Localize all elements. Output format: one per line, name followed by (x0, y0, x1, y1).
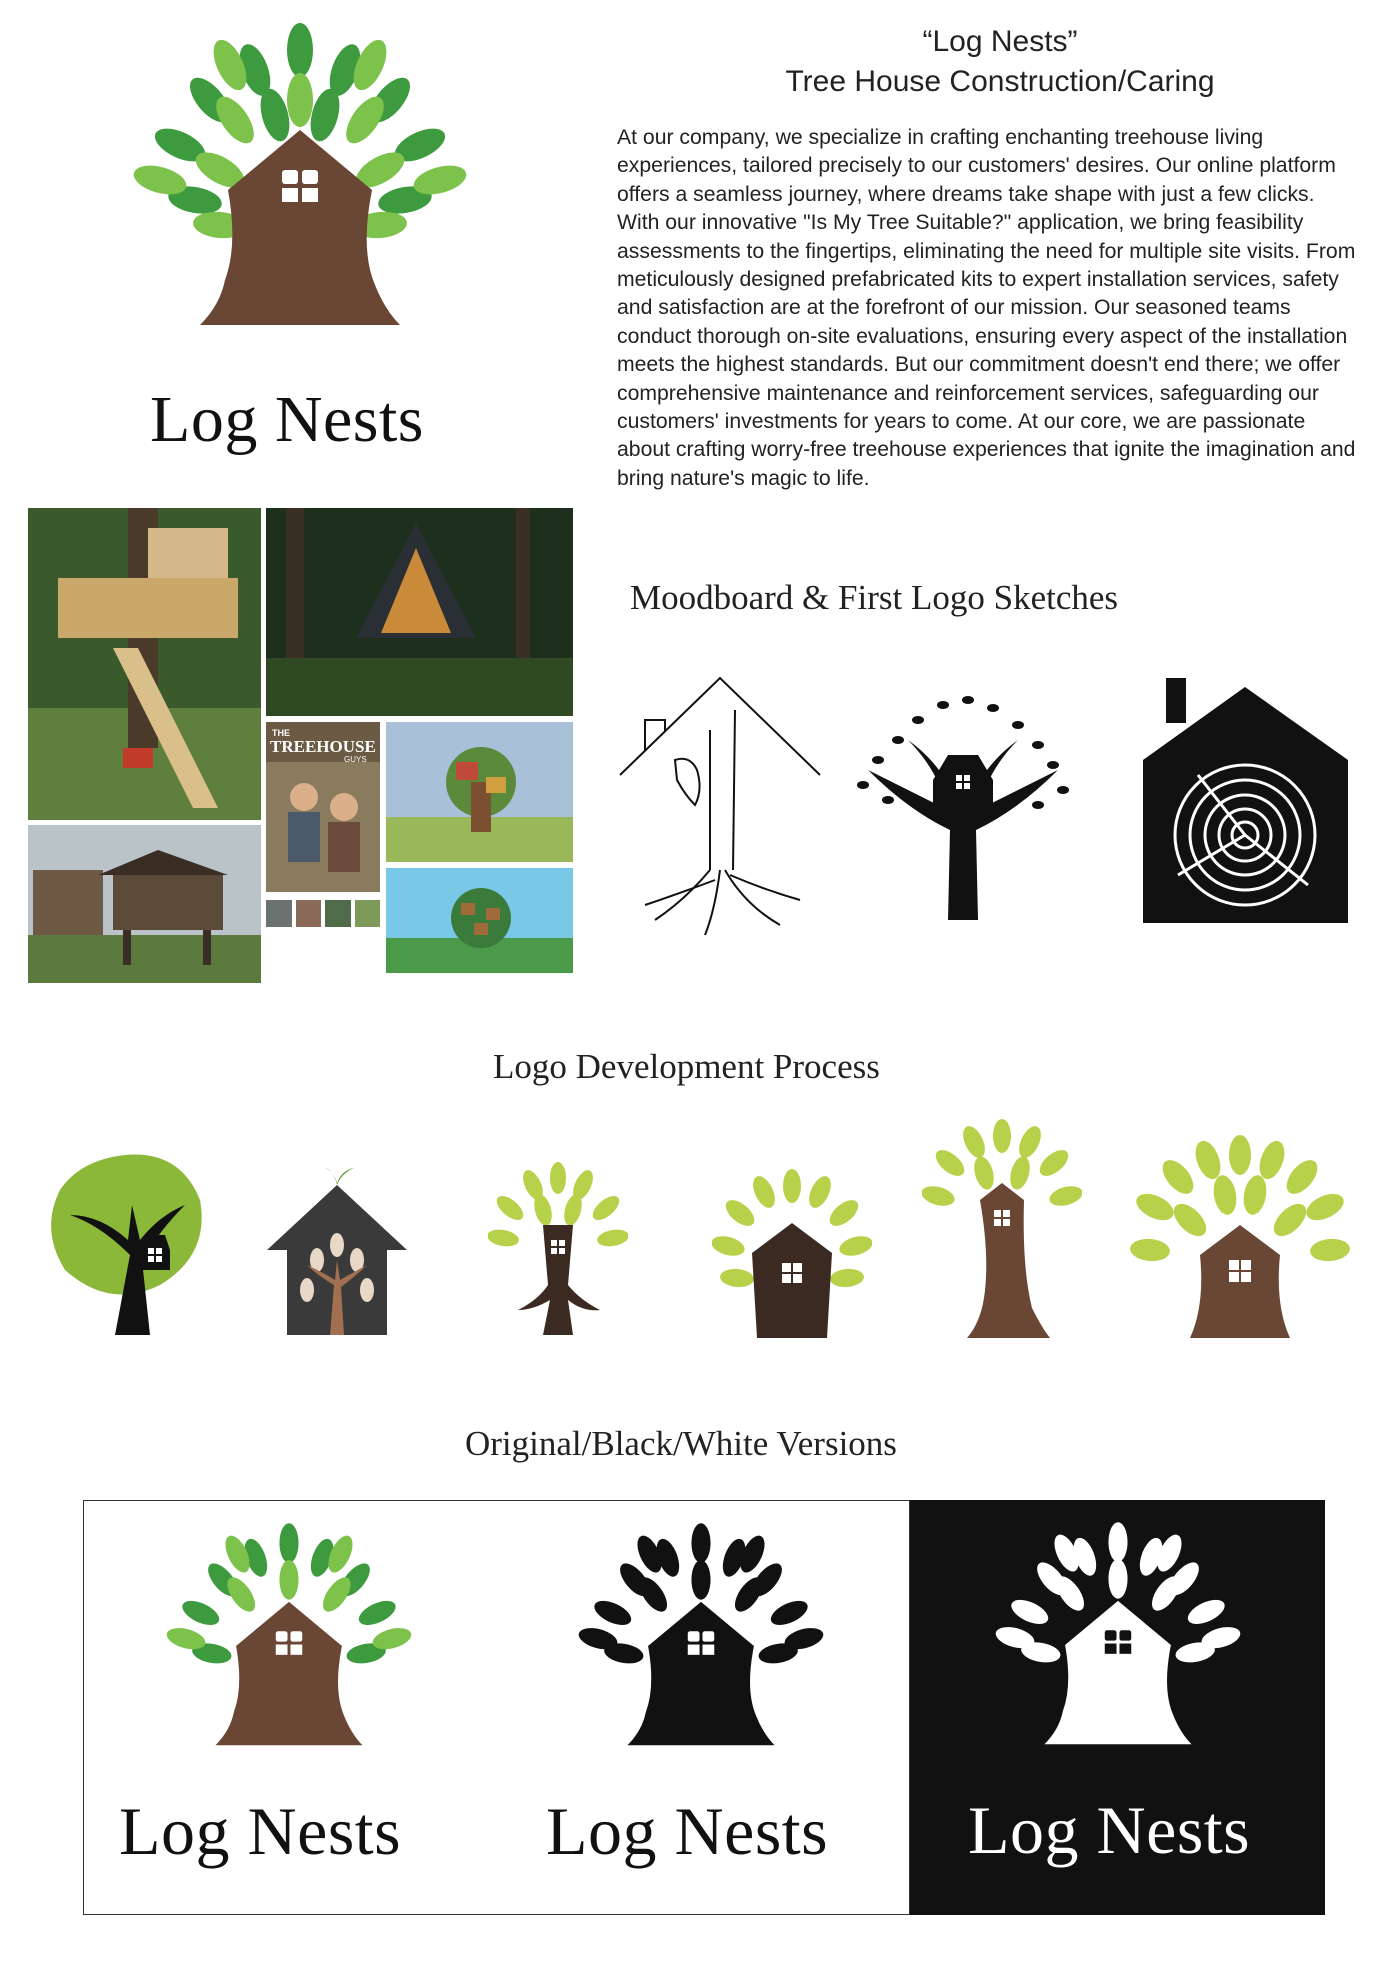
sketch-log-rings-house (1138, 675, 1353, 925)
moodboard-illustration-jungle-huts (386, 868, 573, 973)
tree-house-logo-white-icon (978, 1520, 1258, 1770)
light-green-tree-logo-icon (488, 1160, 628, 1340)
version-original (83, 1500, 498, 1915)
brand-name: Log Nests (150, 383, 424, 456)
sketch-black-tree-house (848, 680, 1078, 920)
color-palette (266, 900, 380, 927)
process-logo-4 (712, 1168, 872, 1340)
black-tree-house-sketch-icon (848, 680, 1078, 920)
log-rings-house-sketch-icon (1138, 675, 1353, 925)
moodboard-photo-treehouse-ladder (28, 508, 261, 820)
version-black-label: Log Nests (546, 1793, 829, 1869)
moodboard-poster-treehouse-guys (266, 722, 380, 892)
palette-swatch (325, 900, 351, 927)
swirl-tree-logo-icon (40, 1145, 210, 1340)
version-original-label: Log Nests (119, 1793, 402, 1869)
moodboard-photo-stilt-granary (28, 825, 261, 983)
tree-house-logo-black-icon (561, 1521, 841, 1771)
tall-trunk-tree-logo-icon (922, 1118, 1082, 1340)
quote-title: “Log Nests” (922, 25, 1078, 58)
version-white-label: Log Nests (968, 1792, 1251, 1868)
moodboard-photo-a-frame-cabin (266, 508, 573, 716)
moodboard-title: Moodboard & First Logo Sketches (630, 578, 1119, 617)
palette-swatch (355, 900, 381, 927)
sketch-woodpecker-house (615, 670, 825, 940)
process-logo-2 (262, 1165, 412, 1340)
process-logo-3 (488, 1160, 628, 1340)
company-description: At our company, we specialize in crafting enchanting treehouse living experiences, tailored precisely to our customers' desires. Our online platform offers a seamless journey, where dreams take shape with just a few clicks. With our innovative "Is My Tree Suitable?" application, we bring feasibility assessments to the fingertips, eliminating the need for multiple site visits. From meticulously designed prefabricated kits to expert installation services, safety and satisfaction are at the forefront of our mission. Our seasoned teams conduct thorough on-site evaluations, ensuring every aspect of the installation meets the highest standards. But our commitment doesn't end there; we offer comprehensive maintenance and reinforcement services, safeguarding our customers' investments for years to come. At our core, we are passionate about crafting worry-free treehouse experiences that ignite the imagination and bring nature's magic to life. (617, 126, 1356, 490)
tree-house-logo-original-icon (149, 1521, 429, 1771)
green-tree-house-logo-icon (712, 1168, 872, 1340)
subtitle: Tree House Construction/Caring (785, 65, 1215, 98)
poster-text-large: TREEHOUSE (270, 737, 376, 756)
process-logo-1 (40, 1145, 210, 1340)
process-logo-5 (922, 1118, 1082, 1340)
tree-house-logo-icon (110, 20, 490, 360)
process-title: Logo Development Process (493, 1047, 880, 1086)
moodboard-illustration-tree-village (386, 722, 573, 862)
poster-text-small: THE (272, 728, 290, 738)
version-white (910, 1500, 1325, 1915)
palette-swatch (296, 900, 322, 927)
versions-title: Original/Black/White Versions (465, 1424, 897, 1463)
process-logo-6 (1130, 1135, 1350, 1340)
version-black (496, 1500, 910, 1915)
main-logo (110, 20, 490, 360)
palette-swatch (266, 900, 292, 927)
poster-text-sub: GUYS (344, 755, 367, 764)
wide-tree-house-logo-icon (1130, 1135, 1350, 1340)
house-tree-logo-icon (262, 1165, 412, 1340)
woodpecker-tree-sketch-icon (615, 670, 825, 940)
